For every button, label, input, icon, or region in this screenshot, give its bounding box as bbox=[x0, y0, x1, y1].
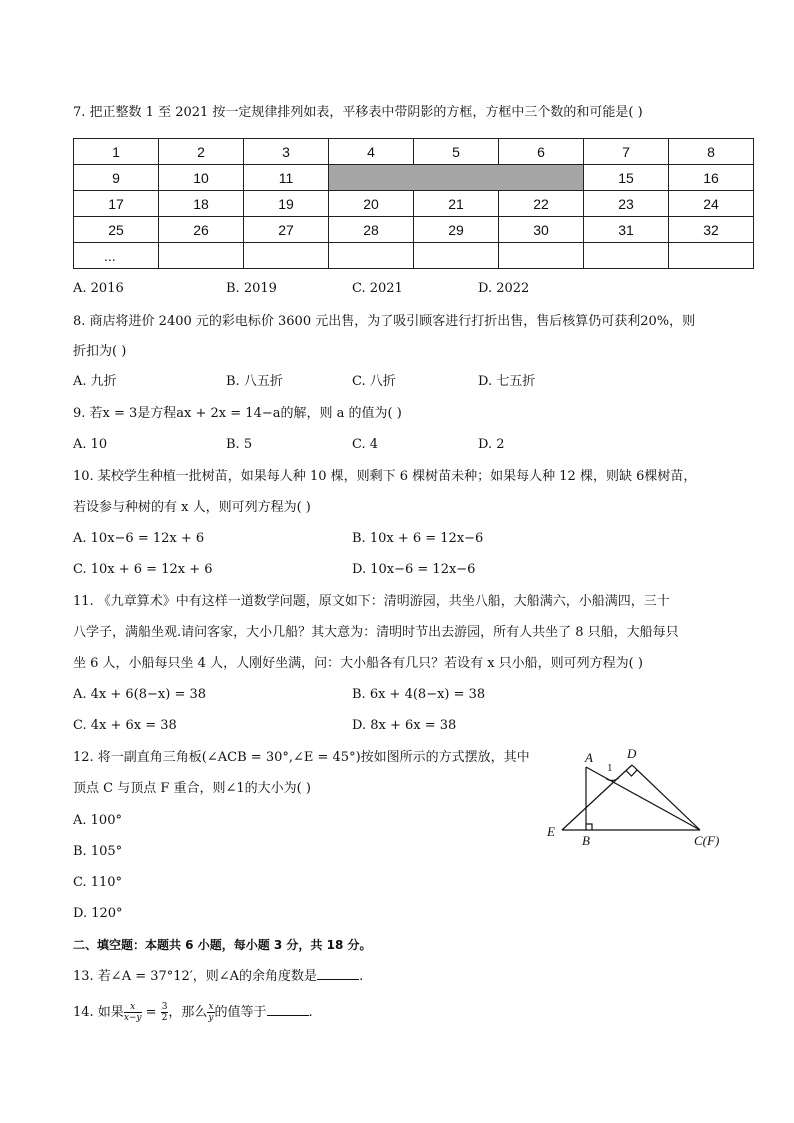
q9-stem: 9. 若x = 3是方程ax + 2x = 14−a的解，则 a 的值为( ) bbox=[73, 406, 402, 421]
q12-option-c[interactable]: C. 110° bbox=[73, 875, 123, 890]
table-cell: 6 bbox=[499, 139, 584, 165]
table-cell-ellipsis: ... bbox=[74, 243, 159, 269]
q9-option-d[interactable]: D. 2 bbox=[478, 437, 505, 452]
q10-option-c[interactable]: C. 10x + 6 = 12x + 6 bbox=[73, 562, 213, 577]
q7-stem: 7. 把正整数 1 至 2021 按一定规律排列如表，平移表中带阴影的方框，方框中三个数的和可能是( ) bbox=[73, 105, 643, 120]
q9-option-c[interactable]: C. 4 bbox=[352, 437, 379, 452]
q8-option-c[interactable]: C. 八折 bbox=[352, 374, 396, 389]
q12-line2: 顶点 C 与顶点 F 重合，则∠1的大小为( ) bbox=[73, 781, 311, 796]
table-cell: 17 bbox=[74, 191, 159, 217]
q11-option-d[interactable]: D. 8x + 6x = 38 bbox=[352, 718, 457, 733]
q13-answer-blank[interactable] bbox=[317, 967, 359, 980]
q10-option-a[interactable]: A. 10x−6 = 12x + 6 bbox=[73, 531, 205, 546]
label-a: A bbox=[585, 750, 593, 765]
label-e: E bbox=[547, 824, 555, 839]
label-d: D bbox=[627, 746, 637, 761]
q14-frac2-den: 2 bbox=[161, 1013, 168, 1023]
q14-frac1-num: x bbox=[124, 1002, 142, 1013]
table-cell: 32 bbox=[669, 217, 754, 243]
q7-option-c[interactable]: C. 2021 bbox=[352, 281, 403, 296]
q14-post: 的值等于 bbox=[214, 1005, 267, 1020]
q13-end: . bbox=[359, 969, 364, 984]
q7-option-d[interactable]: D. 2022 bbox=[478, 281, 530, 296]
table-cell: 5 bbox=[414, 139, 499, 165]
table-cell: 29 bbox=[414, 217, 499, 243]
table-cell bbox=[159, 243, 244, 269]
q11-line1: 11. 《九章算术》中有这样一道数学问题，原文如下：清明游园，共坐八船，大船满六，小船满四，三十 bbox=[73, 594, 670, 609]
q12-line1: 12. 将一副直角三角板(∠ACB = 30°,∠E = 45°)按如图所示的方式摆放，其中 bbox=[73, 750, 530, 765]
label-b: B bbox=[582, 833, 590, 848]
q9-option-b[interactable]: B. 5 bbox=[226, 437, 253, 452]
table-cell: 2 bbox=[159, 139, 244, 165]
table-cell bbox=[669, 243, 754, 269]
table-cell: 1 bbox=[74, 139, 159, 165]
table-cell bbox=[329, 243, 414, 269]
table-cell: 7 bbox=[584, 139, 669, 165]
table-cell: 9 bbox=[74, 165, 159, 191]
q14-frac2-num: 3 bbox=[161, 1002, 168, 1012]
q9-option-a[interactable]: A. 10 bbox=[73, 437, 108, 452]
q14-fraction-3 bbox=[207, 1002, 214, 1023]
table-cell: 31 bbox=[584, 217, 669, 243]
q7-option-a[interactable]: A. 2016 bbox=[73, 281, 124, 296]
table-cell: 30 bbox=[499, 217, 584, 243]
q8-option-d[interactable]: D. 七五折 bbox=[478, 374, 536, 389]
q14-end: . bbox=[308, 1005, 313, 1020]
q14-frac1-den: x−y bbox=[123, 1013, 142, 1023]
table-cell: 15 bbox=[584, 165, 669, 191]
q13-stem: 13. 若∠A = 37°12′，则∠A的余角度数是 bbox=[73, 969, 318, 984]
q8-option-b[interactable]: B. 八五折 bbox=[226, 374, 283, 389]
table-cell: 4 bbox=[329, 139, 414, 165]
line-ed bbox=[562, 765, 632, 830]
table-cell: 27 bbox=[244, 217, 329, 243]
table-cell: 23 bbox=[584, 191, 669, 217]
table-cell: 21 bbox=[414, 191, 499, 217]
table-cell bbox=[414, 243, 499, 269]
table-cell: 3 bbox=[244, 139, 329, 165]
q10-line1: 10. 某校学生种植一批树苗，如果每人种 10 棵，则剩下 6 棵树苗未种；如果每人种 12 棵，则缺 6棵树苗， bbox=[73, 469, 697, 484]
q11-line3: 坐 6 人，小船每只坐 4 人，人刚好坐满，问：大小船各有几只？若设有 x 只小船，则可列方程为( ) bbox=[73, 656, 643, 671]
table-cell: 20 bbox=[329, 191, 414, 217]
q14 bbox=[73, 1002, 313, 1023]
q14-mid: ，那么 bbox=[168, 1005, 208, 1020]
q10-line2: 若设参与种树的有 x 人，则可列方程为( ) bbox=[73, 500, 311, 515]
q10-option-b[interactable]: B. 10x + 6 = 12x−6 bbox=[352, 531, 484, 546]
table-cell: 11 bbox=[244, 165, 329, 191]
table-cell: 24 bbox=[669, 191, 754, 217]
q11-line2: 八学子，满船坐观.请问客家，大小几船？其大意为：清明时节出去游园，所有人共坐了 8 只船，大船每只 bbox=[73, 625, 679, 640]
q7-option-b[interactable]: B. 2019 bbox=[226, 281, 277, 296]
table-cell: 28 bbox=[329, 217, 414, 243]
table-row bbox=[74, 243, 754, 269]
table-cell: 25 bbox=[74, 217, 159, 243]
right-angle-b-icon bbox=[586, 824, 592, 830]
table-cell: 10 bbox=[159, 165, 244, 191]
q13 bbox=[73, 967, 363, 986]
label-angle-1: 1 bbox=[607, 762, 613, 774]
q14-answer-blank[interactable] bbox=[267, 1003, 309, 1016]
table-cell bbox=[244, 243, 329, 269]
number-table bbox=[73, 138, 754, 269]
q12-option-d[interactable]: D. 120° bbox=[73, 906, 123, 921]
table-row bbox=[74, 191, 754, 217]
right-angle-d-icon bbox=[626, 770, 637, 776]
table-row bbox=[74, 165, 754, 191]
label-c-f: C(F) bbox=[694, 833, 720, 848]
table-cell bbox=[584, 243, 669, 269]
q10-option-d[interactable]: D. 10x−6 = 12x−6 bbox=[352, 562, 476, 577]
table-row bbox=[74, 217, 754, 243]
table-row bbox=[74, 139, 754, 165]
q12-option-a[interactable]: A. 100° bbox=[73, 813, 122, 828]
table-cell: 16 bbox=[669, 165, 754, 191]
shaded-box bbox=[329, 165, 584, 191]
table-cell: 22 bbox=[499, 191, 584, 217]
table-cell: 8 bbox=[669, 139, 754, 165]
table-cell: 18 bbox=[159, 191, 244, 217]
q14-frac3-den: y bbox=[208, 1013, 214, 1023]
q14-fraction-1 bbox=[124, 1002, 142, 1023]
q11-option-a[interactable]: A. 4x + 6(8−x) = 38 bbox=[73, 687, 207, 702]
table-cell bbox=[499, 243, 584, 269]
line-ac bbox=[586, 767, 700, 830]
q12-option-b[interactable]: B. 105° bbox=[73, 844, 123, 859]
q8-option-a[interactable]: A. 九折 bbox=[73, 374, 117, 389]
section-2-heading: 二、填空题：本题共 6 小题，每小题 3 分，共 18 分。 bbox=[73, 938, 372, 952]
q8-line2: 折扣为( ) bbox=[73, 344, 127, 359]
table-cell: 26 bbox=[159, 217, 244, 243]
q11-option-c[interactable]: C. 4x + 6x = 38 bbox=[73, 718, 177, 733]
table-cell: 19 bbox=[244, 191, 329, 217]
q11-option-b[interactable]: B. 6x + 4(8−x) = 38 bbox=[352, 687, 486, 702]
q14-frac3-num: x bbox=[208, 1002, 214, 1012]
triangle-figure bbox=[540, 745, 730, 857]
q14-pre: 14. 如果 bbox=[73, 1005, 124, 1020]
q8-line1: 8. 商店将进价 2400 元的彩电标价 3600 元出售，为了吸引顾客进行打折出售，售后核算仍可获利20%，则 bbox=[73, 314, 696, 329]
q14-eq: = bbox=[141, 1005, 161, 1020]
